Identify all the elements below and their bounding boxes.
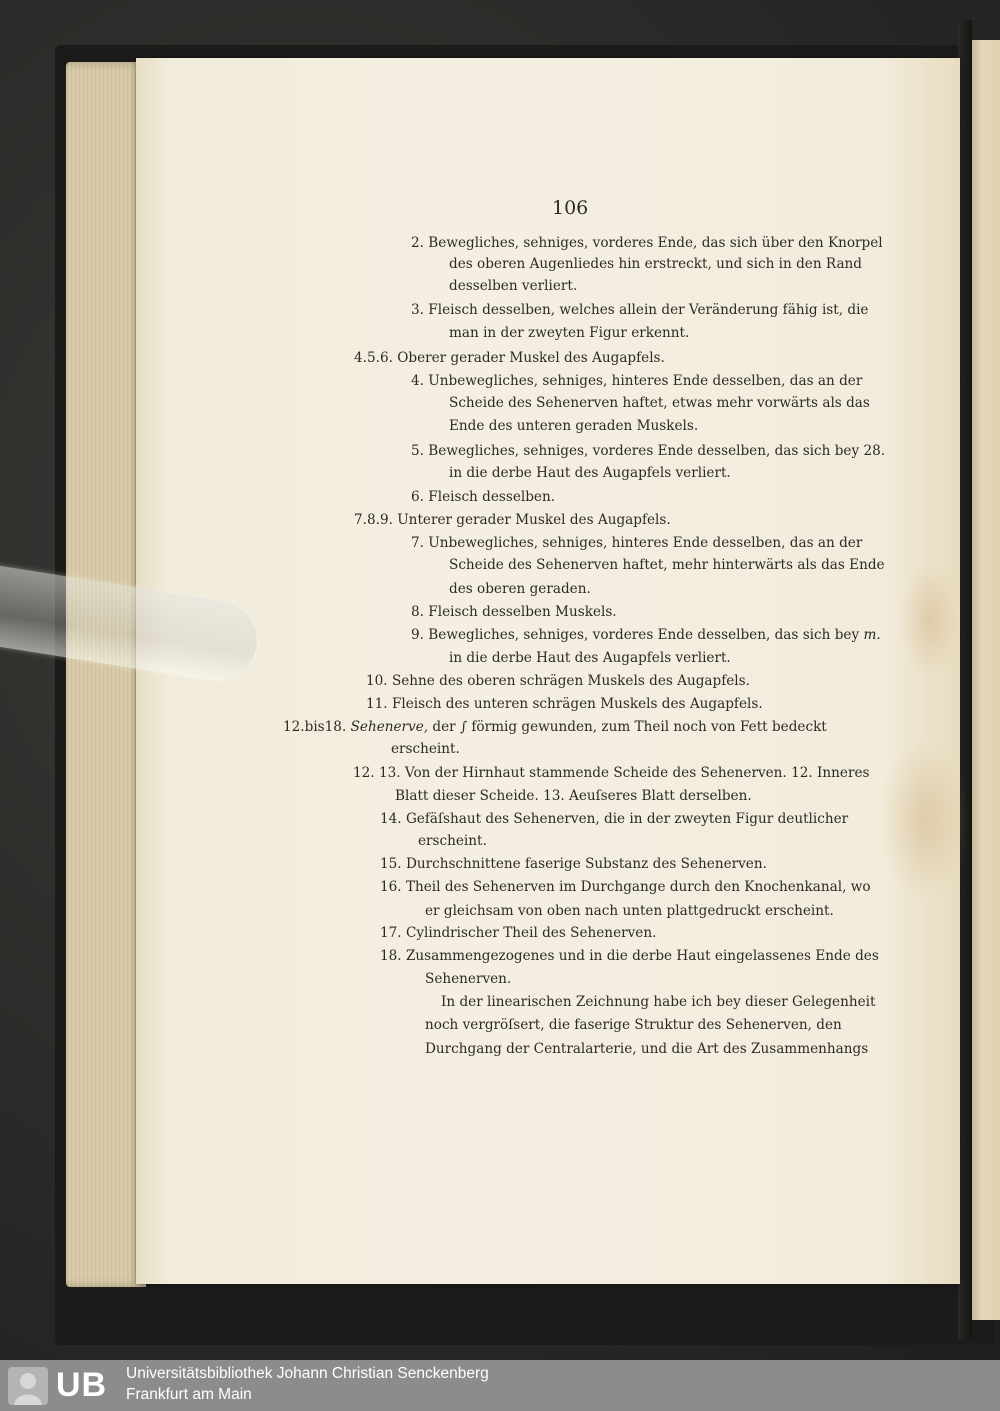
text-line: 16. Theil des Sehenerven im Durchgange durch den Knochenkanal, wo	[380, 879, 871, 895]
text-line: desselben verliert.	[449, 278, 578, 294]
text-line: 5. Bewegliches, sehniges, vorderes Ende desselben, das sich bey 28.	[411, 443, 886, 459]
library-name: Universitätsbibliothek Johann Christian Senckenberg	[126, 1365, 489, 1382]
text-line: 10. Sehne des oberen schrägen Muskels des Augapfels.	[366, 673, 750, 689]
text-line: 18. Zusammengezogenes und in die derbe Haut eingelassenes Ende des	[380, 948, 879, 964]
text-run: 9. Bewegliches, sehniges, vorderes Ende desselben, das sich bey	[411, 627, 864, 643]
text-line: 3. Fleisch desselben, welches allein der Veränderung fähig ist, die	[411, 302, 869, 318]
text-line: 7.8.9. Unterer gerader Muskel des Augapfels.	[354, 512, 671, 528]
text-line: 14. Gefäſshaut des Sehenerven, die in der zweyten Figur deutlicher	[380, 811, 849, 827]
book-spine	[958, 20, 972, 1340]
text-line: 7. Unbewegliches, sehniges, hinteres Ende desselben, das an der	[411, 535, 863, 551]
text-line: Scheide des Sehenerven haftet, etwas mehr vorwärts als das	[449, 395, 870, 411]
italic-run: Sehenerve,	[350, 719, 429, 735]
text-line: erscheint.	[391, 741, 460, 757]
page-stain	[900, 560, 960, 680]
logo-text: UB	[56, 1366, 108, 1404]
text-line: Ende des unteren geraden Muskels.	[449, 418, 699, 434]
text-line: man in der zweyten Figur erkennt.	[449, 325, 690, 341]
italic-run: m.	[863, 627, 881, 643]
text-line: des oberen Augenliedes hin erstreckt, und sich in den Rand	[449, 256, 863, 272]
page-stain	[880, 740, 970, 900]
text-line: des oberen geraden.	[449, 581, 591, 597]
text-line: erscheint.	[418, 833, 487, 849]
text-line: 11. Fleisch des unteren schrägen Muskels des Augapfels.	[366, 696, 763, 712]
text-run: 12.bis18.	[283, 719, 351, 735]
text-line: 4. Unbewegliches, sehniges, hinteres Ende desselben, das an der	[411, 373, 863, 389]
text-line: In der linearischen Zeichnung habe ich bey dieser Gelegenheit	[441, 994, 876, 1010]
text-line: 6. Fleisch desselben.	[411, 489, 556, 505]
text-line	[283, 718, 827, 736]
page-edges	[66, 62, 146, 1287]
library-footer	[0, 1360, 1000, 1411]
text-line: 2. Bewegliches, sehniges, vorderes Ende, das sich über den Knorpel	[411, 235, 883, 251]
text-run: der ∫ förmig gewunden, zum Theil noch von Fett bedeckt	[428, 719, 827, 735]
text-line: er gleichsam von oben nach unten plattgedruckt erscheint.	[425, 903, 834, 919]
page-number: 106	[552, 197, 589, 219]
text-line: Blatt dieser Scheide. 13. Aeuſseres Blatt derselben.	[395, 788, 752, 804]
text-line	[411, 626, 881, 644]
text-line: Sehenerven.	[425, 971, 512, 987]
text-line: 17. Cylindrischer Theil des Sehenerven.	[380, 925, 657, 941]
text-line: in die derbe Haut des Augapfels verliert.	[449, 465, 731, 481]
text-line: in die derbe Haut des Augapfels verliert.	[449, 650, 731, 666]
text-line: 15. Durchschnittene faserige Substanz des Sehenerven.	[380, 856, 767, 872]
library-city: Frankfurt am Main	[126, 1386, 252, 1403]
text-line: noch vergröſsert, die faserige Struktur des Sehenerven, den	[425, 1017, 842, 1033]
text-line: Scheide des Sehenerven haftet, mehr hinterwärts als das Ende	[449, 557, 885, 573]
text-line: Durchgang der Centralarterie, und die Art des Zusammenhangs	[425, 1041, 869, 1057]
text-line: 8. Fleisch desselben Muskels.	[411, 604, 617, 620]
portrait-icon	[8, 1367, 48, 1405]
text-line: 4.5.6. Oberer gerader Muskel des Augapfels.	[354, 350, 665, 366]
library-logo[interactable]	[8, 1367, 118, 1405]
text-line: 12. 13. Von der Hirnhaut stammende Scheide des Sehenerven. 12. Inneres	[353, 765, 870, 781]
